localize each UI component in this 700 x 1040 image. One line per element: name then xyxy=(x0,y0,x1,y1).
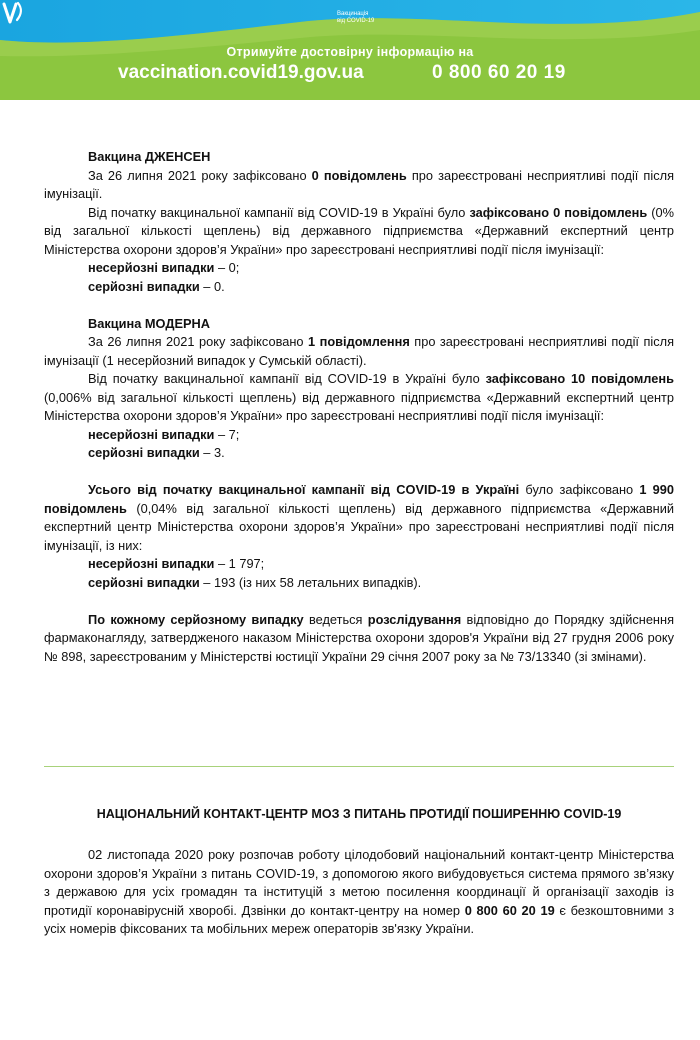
text: (0,006% від загальної кількості щеплень) від державного підприємства «Державний експертний центр Міністерства охорони здоров’я України» про зареєстровані несприятливі події після імунізації: xyxy=(44,389,674,423)
vaccination-logo-icon xyxy=(0,0,80,28)
text: 02 листопада 2020 року розпочав роботу цілодобовий національний контакт-центр Міністерства охорони здоров’я України з питань COVID-19, з допомогою якого вибудовується система прямого зв’язку з державою для усіх громадян та інституцій з метою посилення координації й організації заходів із протидії коронавірусній хворобі. Дзвінки до контакт-центру на номер xyxy=(44,847,674,918)
moderna-total-count: зафіксовано 10 повідомлень xyxy=(485,371,674,386)
label: несерйозні випадки xyxy=(88,426,215,442)
janssen-total xyxy=(44,204,674,260)
overall-total-count: 1 990 повідомлень xyxy=(44,482,674,516)
text: відповідно до Порядку здійснення фармаконагляду, затвердженого наказом Міністерства охорони здоров'я України від 27 грудня 2006 року № 898, зареєстрованим у Міністерстві юстиції України 29 січня 2007 року за № 73/13340 (зі змінами). xyxy=(44,611,674,664)
hotline-number: 0 800 60 20 19 xyxy=(464,902,555,918)
text: Від початку вакцинальної кампанії від COVID-19 в Україні було xyxy=(88,204,470,220)
section-divider xyxy=(44,766,674,767)
value: – 193 (із них 58 летальних випадків). xyxy=(199,574,422,590)
janssen-serious xyxy=(44,278,674,297)
logo-line-1: Вакцинація xyxy=(337,11,369,17)
value: – 0. xyxy=(199,278,225,294)
text: ведеться xyxy=(303,611,368,627)
text: За 26 липня 2021 року зафіксовано xyxy=(88,334,309,349)
text: (0,04% від загальної кількості щеплень) від державного підприємства «Державний експертний центр Міністерства охорони здоров’я України» про зареєстровані несприятливі події після імунізації, із них: xyxy=(44,500,674,553)
value: – 1 797; xyxy=(214,556,265,571)
overall-total-lead: Усього від початку вакцинальної кампанії від COVID-19 в Україні xyxy=(88,482,520,497)
overall-total xyxy=(44,481,674,555)
text: (0% від загальної кількості щеплень) від державного підприємства «Державний експертний центр Міністерства охорони здоров’я України» про зареєстровані несприятливі події після імунізації: xyxy=(44,204,674,257)
text: По кожному серйозному випадку xyxy=(88,611,304,627)
janssen-daily-count: 0 повідомлень xyxy=(311,167,407,183)
moderna-nonserious xyxy=(44,426,674,445)
banner-website: vaccination.covid19.gov.ua xyxy=(118,62,364,83)
janssen-title: Вакцина ДЖЕНСЕН xyxy=(88,149,211,164)
text: було зафіксовано xyxy=(519,482,640,497)
text: розслідування xyxy=(367,611,462,627)
label: серйозні випадки xyxy=(88,574,200,590)
banner-tagline: Отримуйте достовірну інформацію на xyxy=(226,45,474,59)
investigation-paragraph xyxy=(44,611,674,667)
moderna-title: Вакцина МОДЕРНА xyxy=(88,315,211,331)
logo-line-2: від COVID-19 xyxy=(337,18,375,24)
moderna-daily xyxy=(44,333,674,370)
value: – 7; xyxy=(214,426,240,442)
text: про зареєстровані несприятливі події після імунізації (1 несерйозний випадок у Сумській області). xyxy=(44,334,675,368)
moderna-total xyxy=(44,370,674,426)
contact-center-title: НАЦІОНАЛЬНИЙ КОНТАКТ-ЦЕНТР МОЗ З ПИТАНЬ ПРОТИДІЇ ПОШИРЕННЮ COVID-19 xyxy=(96,807,622,821)
report-body xyxy=(44,148,674,666)
overall-nonserious xyxy=(44,555,674,574)
janssen-total-count: зафіксовано 0 повідомлень xyxy=(469,204,648,220)
label: несерйозні випадки xyxy=(88,556,215,571)
moderna-serious xyxy=(44,444,674,463)
banner-phone: 0 800 60 20 19 xyxy=(432,62,566,83)
moderna-daily-count: 1 повідомлення xyxy=(308,334,410,349)
janssen-daily xyxy=(44,167,674,204)
text: про зареєстровані несприятливі події після імунізації. xyxy=(44,167,675,201)
text: За 26 липня 2021 року зафіксовано xyxy=(88,167,312,183)
overall-serious xyxy=(44,574,674,593)
logo-caption xyxy=(337,11,374,25)
label: серйозні випадки xyxy=(88,278,200,294)
label: несерйозні випадки xyxy=(88,260,215,275)
header-banner xyxy=(0,0,700,100)
contact-center-paragraph xyxy=(44,846,674,939)
text: Від початку вакцинальної кампанії від COVID-19 в Україні було xyxy=(88,371,486,386)
label: серйозні випадки xyxy=(88,445,200,460)
janssen-nonserious xyxy=(44,259,674,278)
value: – 0; xyxy=(214,260,240,275)
contact-center-body xyxy=(44,846,674,939)
value: – 3. xyxy=(199,445,225,460)
text: є безкоштовними з усіх номерів фіксованих та мобільних мереж операторів зв'язку України. xyxy=(44,902,674,936)
